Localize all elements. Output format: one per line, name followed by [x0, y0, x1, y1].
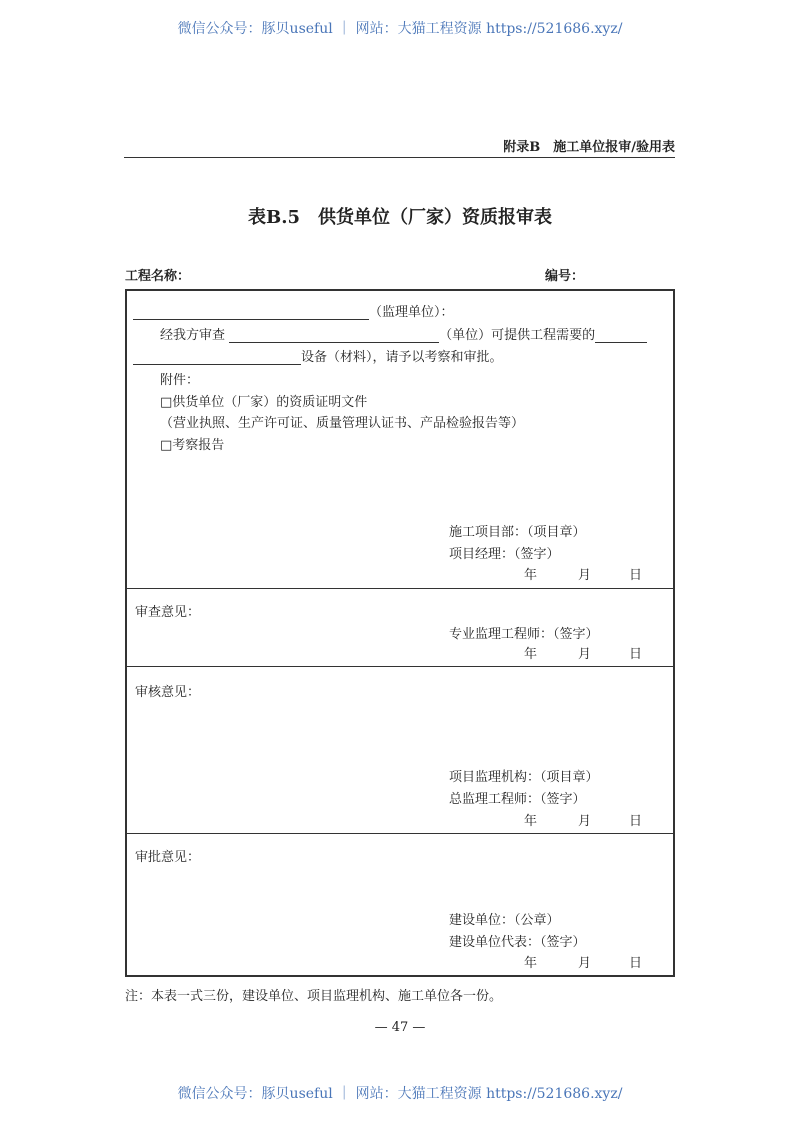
date-year: 年 [524, 568, 538, 583]
date-day: 日 [629, 814, 643, 829]
equipment-blank-2[interactable] [133, 350, 301, 365]
date-day: 日 [629, 647, 643, 662]
number-label: 编号： [545, 269, 585, 284]
project-manager-sign-label: 项目经理：（签字） [449, 547, 560, 562]
review-line [160, 324, 647, 343]
owner-representative-sign-label: 建设单位代表：（签字） [449, 935, 586, 950]
form-title: 表B.5 供货单位（厂家）资质报审表 [247, 207, 552, 228]
equipment-suffix: 设备（材料），请予以考察和审批。 [301, 350, 503, 365]
project-name-label: 工程名称： [125, 269, 191, 284]
equipment-line [133, 346, 503, 365]
supervisor-blank[interactable] [133, 305, 369, 320]
watermark-top: 微信公众号：豚贝useful ｜ 网站：大猫工程资源 https://521686.xyz/ [177, 21, 623, 37]
row-divider [127, 666, 673, 667]
attachment-qualification-note: （营业执照、生产许可证、质量管理认证书、产品检验报告等） [160, 416, 525, 431]
row-divider [127, 588, 673, 589]
running-header: 附录B 施工单位报审/验用表 [503, 140, 675, 155]
header-rule [124, 157, 675, 158]
attachment-inspection-checkbox[interactable]: □考察报告 [160, 438, 225, 453]
date-year: 年 [524, 814, 538, 829]
owner-seal-label: 建设单位：（公章） [449, 913, 560, 928]
chief-engineer-sign-label: 总监理工程师：（签字） [449, 792, 586, 807]
supervision-seal-label: 项目监理机构：（项目章） [449, 770, 599, 785]
supervisor-line [133, 301, 454, 320]
review-opinion-label: 审查意见： [135, 605, 201, 620]
date-month: 月 [578, 568, 592, 583]
page-number: — 47 — [374, 1020, 426, 1035]
review-mid: （单位）可提供工程需要的 [439, 328, 596, 343]
date-month: 月 [578, 956, 592, 971]
approval-opinion-label: 审批意见： [135, 850, 201, 865]
contractor-seal-label: 施工项目部：（项目章） [449, 525, 586, 540]
unit-blank[interactable] [229, 328, 439, 343]
equipment-blank-1[interactable] [595, 328, 647, 343]
attachment-qualification-checkbox[interactable]: □供货单位（厂家）的资质证明文件 [160, 395, 368, 410]
date-month: 月 [578, 647, 592, 662]
date-day: 日 [629, 956, 643, 971]
supervisor-suffix: （监理单位）： [369, 305, 454, 320]
form-table [125, 289, 675, 977]
audit-opinion-label: 审核意见： [135, 685, 201, 700]
specialist-engineer-sign-label: 专业监理工程师：（签字） [449, 627, 599, 642]
date-day: 日 [629, 568, 643, 583]
date-month: 月 [578, 814, 592, 829]
attachments-label: 附件： [160, 373, 200, 388]
watermark-bottom: 微信公众号：豚贝useful ｜ 网站：大猫工程资源 https://521686.xyz/ [177, 1086, 623, 1102]
date-year: 年 [524, 956, 538, 971]
review-prefix: 经我方审查 [160, 328, 226, 343]
footnote: 注：本表一式三份，建设单位、项目监理机构、施工单位各一份。 [125, 989, 503, 1004]
row-divider [127, 833, 673, 834]
date-year: 年 [524, 647, 538, 662]
